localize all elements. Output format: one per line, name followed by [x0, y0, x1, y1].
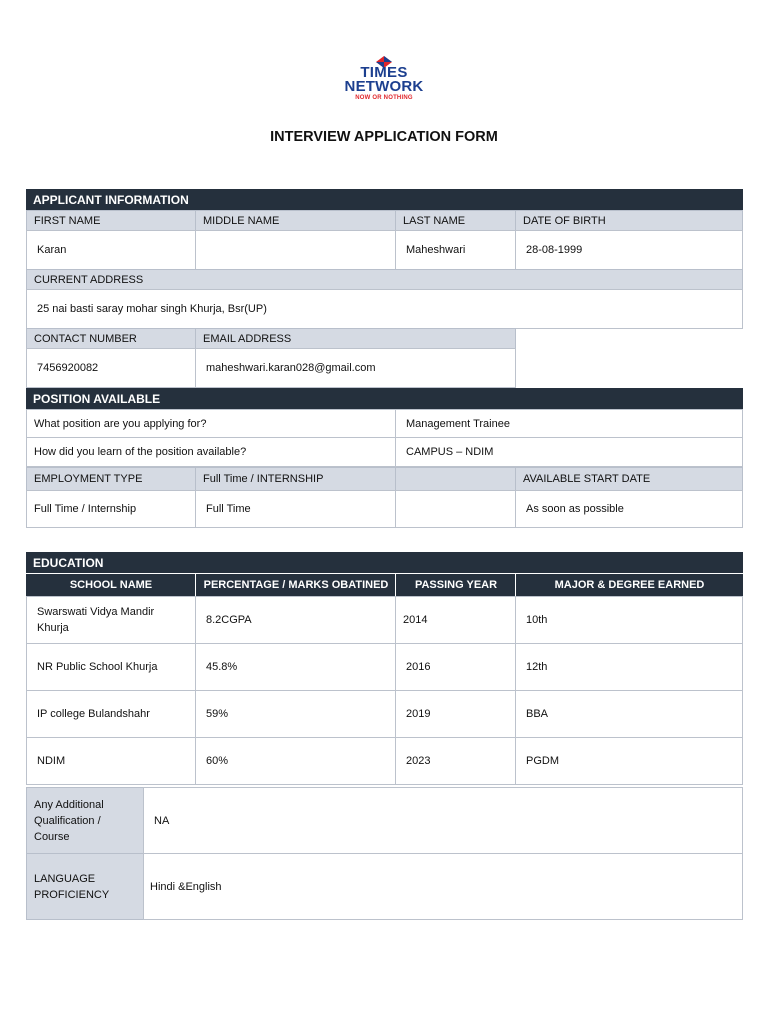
contact-field[interactable]: 7456920082 — [26, 348, 196, 388]
position-section-header: POSITION AVAILABLE — [26, 388, 743, 409]
start-date-field[interactable]: As soon as possible — [515, 490, 743, 528]
edu-row3-percentage[interactable]: 59% — [195, 690, 396, 738]
edu-row2-percentage[interactable]: 45.8% — [195, 643, 396, 691]
col-major-degree: MAJOR & DEGREE EARNED — [515, 573, 743, 596]
form-title: INTERVIEW APPLICATION FORM — [270, 129, 498, 145]
source-question: How did you learn of the position available? — [26, 437, 396, 467]
language-proficiency-label: LANGUAGE PROFICIENCY — [26, 853, 144, 920]
employment-type-field-2[interactable]: Full Time — [195, 490, 396, 528]
dob-label: DATE OF BIRTH — [515, 210, 743, 231]
additional-qualification-label: Any Additional Qualification / Course — [26, 787, 144, 854]
position-question: What position are you applying for? — [26, 409, 396, 438]
address-label: CURRENT ADDRESS — [26, 269, 743, 290]
middle-name-field[interactable] — [195, 230, 396, 270]
edu-row1-percentage[interactable]: 8.2CGPA — [195, 596, 396, 644]
education-section-header: EDUCATION — [26, 552, 743, 573]
col-school-name: SCHOOL NAME — [26, 573, 196, 596]
edu-row2-degree[interactable]: 12th — [515, 643, 743, 691]
email-label: EMAIL ADDRESS — [195, 328, 516, 349]
middle-name-label: MIDDLE NAME — [195, 210, 396, 231]
source-answer-field[interactable]: CAMPUS – NDIM — [395, 437, 743, 467]
times-network-logo — [336, 56, 432, 104]
first-name-field[interactable]: Karan — [26, 230, 196, 270]
language-proficiency-field[interactable]: Hindi &English — [143, 853, 743, 920]
employment-type-label-2: Full Time / INTERNSHIP — [195, 467, 396, 491]
edu-row3-year[interactable]: 2019 — [395, 690, 516, 738]
last-name-field[interactable]: Maheshwari — [395, 230, 516, 270]
edu-row2-year[interactable]: 2016 — [395, 643, 516, 691]
edu-row3-school[interactable]: IP college Bulandshahr — [26, 690, 196, 738]
additional-qualification-field[interactable]: NA — [143, 787, 743, 854]
logo-tagline: NOW OR NOTHING — [355, 95, 413, 101]
employment-type-field[interactable]: Full Time / Internship — [26, 490, 196, 528]
contact-label: CONTACT NUMBER — [26, 328, 196, 349]
edu-row1-year[interactable]: 2014 — [395, 596, 516, 644]
email-field[interactable]: maheshwari.karan028@gmail.com — [195, 348, 516, 388]
edu-row1-degree[interactable]: 10th — [515, 596, 743, 644]
empty-value-cell[interactable] — [395, 490, 516, 528]
logo-text-network: NETWORK — [344, 78, 424, 95]
edu-row2-school[interactable]: NR Public School Khurja — [26, 643, 196, 691]
edu-row4-degree[interactable]: PGDM — [515, 737, 743, 785]
edu-row4-school[interactable]: NDIM — [26, 737, 196, 785]
col-passing-year: PASSING YEAR — [395, 573, 516, 596]
col-percentage: PERCENTAGE / MARKS OBATINED — [195, 573, 396, 596]
empty-label-cell — [395, 467, 516, 491]
edu-row4-percentage[interactable]: 60% — [195, 737, 396, 785]
start-date-label: AVAILABLE START DATE — [515, 467, 743, 491]
last-name-label: LAST NAME — [395, 210, 516, 231]
employment-type-label: EMPLOYMENT TYPE — [26, 467, 196, 491]
edu-row3-degree[interactable]: BBA — [515, 690, 743, 738]
address-field[interactable]: 25 nai basti saray mohar singh Khurja, Bsr(UP) — [26, 289, 743, 329]
position-answer-field[interactable]: Management Trainee — [395, 409, 743, 438]
logo-text-times: TIMES — [360, 64, 408, 81]
edu-row1-school[interactable]: Swarswati Vidya Mandir Khurja — [26, 596, 196, 644]
first-name-label: FIRST NAME — [26, 210, 196, 231]
applicant-section-header: APPLICANT INFORMATION — [26, 189, 743, 210]
edu-row4-year[interactable]: 2023 — [395, 737, 516, 785]
dob-field[interactable]: 28-08-1999 — [515, 230, 743, 270]
